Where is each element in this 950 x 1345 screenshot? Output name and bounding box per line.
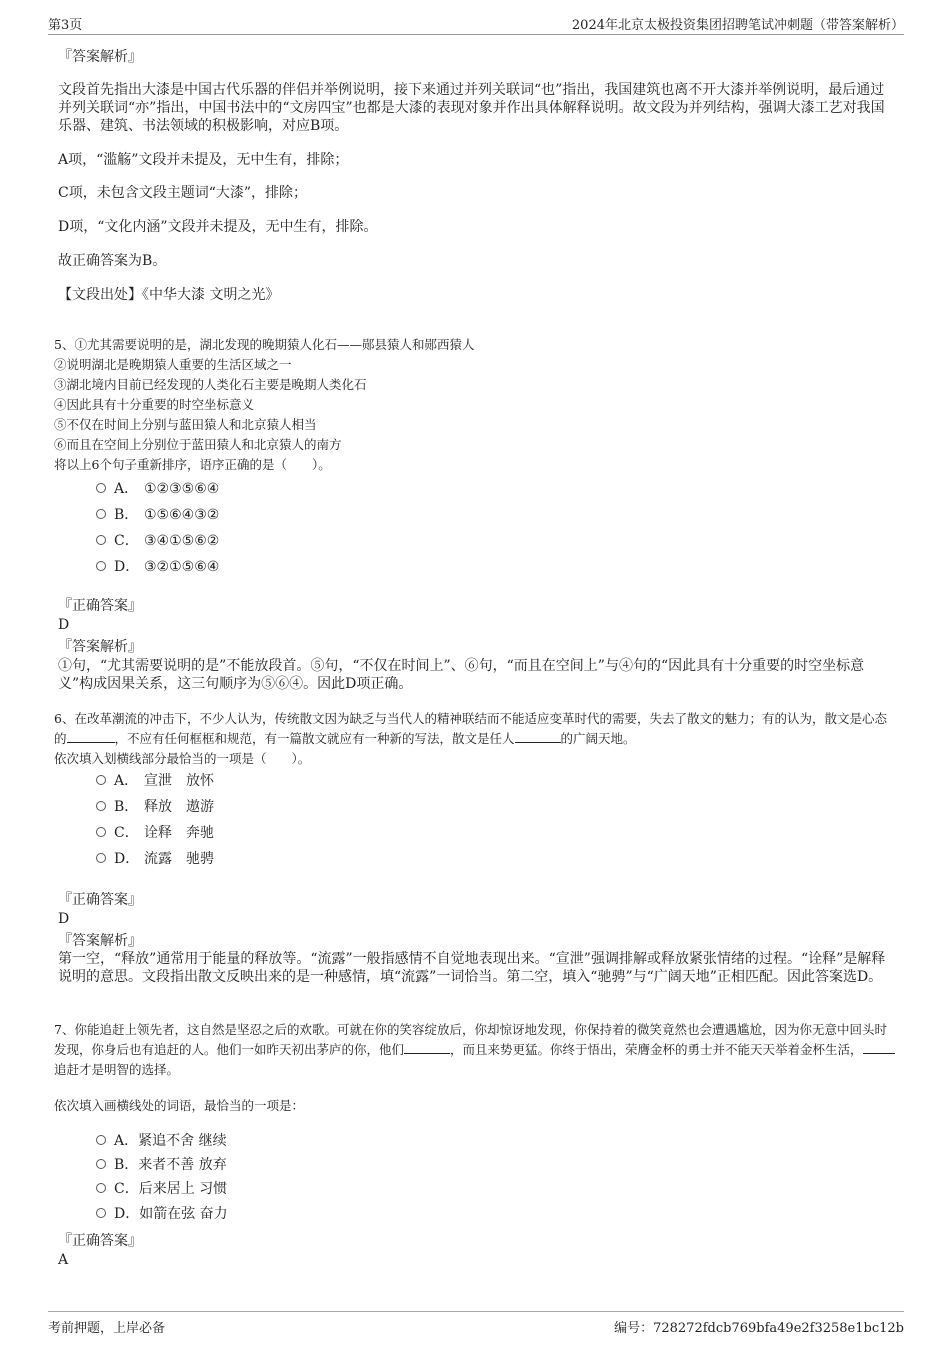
radio-icon[interactable] (96, 827, 106, 837)
q7-option-d[interactable]: D．如箭在弦 奋力 (96, 1204, 228, 1224)
q5-option-c[interactable]: C． ③④①⑤⑥② (96, 531, 219, 551)
page-header (48, 14, 904, 35)
radio-icon[interactable] (96, 801, 106, 811)
q7-option-b[interactable]: B．来者不善 放弃 (96, 1155, 227, 1175)
radio-icon[interactable] (96, 853, 106, 863)
q7-option-c[interactable]: C．后来居上 习惯 (96, 1179, 227, 1199)
radio-icon[interactable] (96, 1183, 106, 1193)
q5-line: 将以上6个句子重新排序，语序正确的是（ ）。 (54, 457, 331, 472)
q5-option-a[interactable]: A． ①②③⑤⑥④ (96, 479, 219, 499)
q5-answer: D (58, 617, 70, 633)
blank (863, 1041, 895, 1054)
blank (404, 1041, 450, 1054)
q6-line2: 依次填入划横线部分最恰当的一项是（ ）。 (54, 751, 311, 766)
q5-analysis-label: 『答案解析』 (58, 639, 142, 655)
q4-analysis-text: 文段首先指出大漆是中国古代乐器的伴侣并举例说明，接下来通过并列关联词“也”指出，我国建筑也离不开大漆并举例说明，最后通过并列关联词“亦”指出，中国书法中的“文房四宝”也都是大漆的表现对象并作出具体解释说明。故文段为并列结构，强调大漆工艺对我国乐器、建筑、书法领域的积极影响，对应B项。 (58, 82, 885, 134)
blank (515, 730, 561, 743)
document-title: 2024年北京太极投资集团招聘笔试冲刺题（带答案解析） (571, 18, 904, 33)
q6-option-d[interactable]: D． 流露 驰骋 (96, 849, 214, 869)
radio-icon[interactable] (96, 509, 106, 519)
q5-line: ③湖北境内目前已经发现的人类化石主要是晚期人类化石 (54, 377, 367, 392)
q5-analysis: ①句，“尤其需要说明的是”不能放段首。⑤句，“不仅在时间上”、⑥句，“而且在空间上”与④句的“因此具有十分重要的时空坐标意义”构成因果关系，这三句顺序为⑤⑥④。因此D项正确。 (58, 658, 865, 692)
q6-stem (54, 709, 896, 769)
q4-analysis-option-c: C项，未包含文段主题词“大漆”，排除； (58, 185, 308, 201)
q6-line1: 6、在改革潮流的冲击下，不少人认为，传统散文因为缺乏与当代人的精神联结而不能适应变革时代的需要，失去了散文的魅力；有的认为，散文是心态的 ，不应有任何框框和规范，有一篇散文就应有一种新的写法，散文是任人 的广阔天地。 (54, 711, 887, 746)
q6-option-c[interactable]: C． 诠释 奔驰 (96, 823, 214, 843)
radio-icon[interactable] (96, 1208, 106, 1218)
radio-icon[interactable] (96, 775, 106, 785)
q7-stem: 7、你能追赶上领先者，这自然是坚忍之后的欢歌。可就在你的笑容绽放后，你却惊讶地发现，你保持着的微笑竟然也会遭遇尴尬，因为你无意中回头时发现，你身后也有追赶的人。他们一如昨天初出茅庐的你，他们 ，而且来势更猛。你终于悟出，荣膺金杯的勇士并不能天天举着金杯生活，追赶才是明智的选择。 (54, 1020, 896, 1080)
q4-source: 【文段出处】《中华大漆 文明之光》 (58, 287, 280, 303)
page-number: 第3页 (48, 18, 83, 33)
q4-analysis-label: 『答案解析』 (58, 49, 142, 65)
q7-answer-label: 『正确答案』 (58, 1233, 142, 1249)
q6-option-a[interactable]: A． 宣泄 放怀 (96, 771, 214, 791)
q7-option-a[interactable]: A．紧追不舍 继续 (96, 1131, 227, 1151)
radio-icon[interactable] (96, 535, 106, 545)
q6-analysis-label: 『答案解析』 (58, 933, 142, 949)
q7-prompt: 依次填入画横线处的词语，最恰当的一项是： (54, 1098, 305, 1113)
q5-line: ⑥而且在空间上分别位于蓝田猿人和北京猿人的南方 (54, 437, 342, 452)
q6-option-b[interactable]: B． 释放 遨游 (96, 797, 214, 817)
q5-line: ④因此具有十分重要的时空坐标意义 (54, 397, 255, 412)
q4-analysis-option-a: A项，“滥觞”文段并未提及，无中生有，排除； (58, 152, 349, 168)
q5-option-b[interactable]: B． ①⑤⑥④③② (96, 505, 219, 525)
q5-answer-label: 『正确答案』 (58, 598, 142, 614)
q6-answer-label: 『正确答案』 (58, 892, 142, 908)
radio-icon[interactable] (96, 483, 106, 493)
q4-conclusion: 故正确答案为B。 (58, 253, 167, 269)
q5-line: 5、①尤其需要说明的是，湖北发现的晚期猿人化石——郧县猿人和郧西猿人 (54, 337, 475, 352)
radio-icon[interactable] (96, 1159, 106, 1169)
q6-answer: D (58, 911, 70, 927)
q5-line: ②说明湖北是晚期猿人重要的生活区域之一 (54, 357, 292, 372)
q5-option-d[interactable]: D． ③②①⑤⑥④ (96, 557, 219, 577)
q5-stem (54, 335, 896, 475)
page-footer (48, 1311, 904, 1336)
q7-answer: A (58, 1252, 69, 1268)
radio-icon[interactable] (96, 1135, 106, 1145)
q5-line: ⑤不仅在时间上分别与蓝田猿人和北京猿人相当 (54, 417, 317, 432)
blank (67, 730, 115, 743)
q4-analysis-option-d: D项，“文化内涵”文段并未提及，无中生有，排除。 (58, 219, 378, 235)
radio-icon[interactable] (96, 561, 106, 571)
document-id: 编号：728272fdcb769bfa49e2f3258e1bc12b (614, 1321, 904, 1336)
footer-slogan: 考前押题，上岸必备 (48, 1321, 166, 1336)
q6-analysis: 第一空，“释放”通常用于能量的释放等。“流露”一般指感情不自觉地表现出来。“宣泄”强调排解或释放紧张情绪的过程。“诠释”是解释说明的意思。文段指出散文反映出来的是一种感情，填“流露”一词恰当。第二空，填入“驰骋”与“广阔天地”正相匹配。因此答案选D。 (58, 951, 886, 985)
